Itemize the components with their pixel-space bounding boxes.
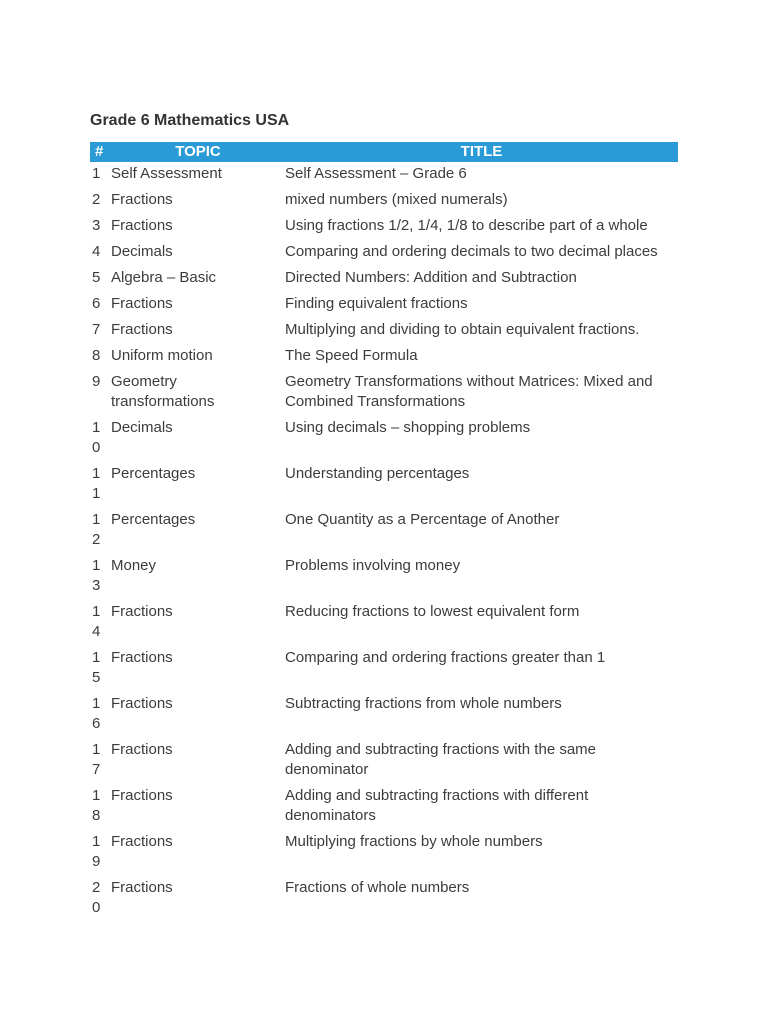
row-topic: Fractions — [111, 295, 173, 312]
row-number-cell — [90, 292, 111, 318]
row-topic: Fractions — [111, 741, 173, 758]
document-title: Grade 6 Mathematics USA — [90, 112, 290, 129]
table-row — [90, 600, 678, 646]
row-number-cell — [90, 692, 111, 738]
row-topic: Fractions — [111, 787, 173, 804]
row-number: 12 — [92, 511, 101, 548]
row-title: Reducing fractions to lowest equivalent form — [285, 603, 580, 620]
row-topic: Fractions — [111, 695, 173, 712]
row-number-cell — [90, 554, 111, 600]
table-row — [90, 784, 678, 830]
row-title: Self Assessment – Grade 6 — [285, 165, 467, 182]
table-row — [90, 240, 678, 266]
row-number: 6 — [92, 295, 101, 312]
row-number: 19 — [92, 833, 101, 870]
row-number: 7 — [92, 321, 101, 338]
row-topic: Fractions — [111, 217, 173, 234]
table-row — [90, 646, 678, 692]
row-number-cell — [90, 370, 111, 416]
row-topic: Percentages — [111, 511, 196, 528]
table-header-row — [90, 142, 678, 162]
row-title: Using fractions 1/2, 1/4, 1/8 to describe part of a whole — [285, 217, 648, 234]
row-number-cell — [90, 784, 111, 830]
row-number-cell — [90, 462, 111, 508]
row-number: 16 — [92, 695, 101, 732]
row-number: 13 — [92, 557, 101, 594]
row-number-cell — [90, 830, 111, 876]
row-topic: Fractions — [111, 191, 173, 208]
table-row — [90, 318, 678, 344]
row-title: Adding and subtracting fractions with different denominators — [285, 787, 589, 824]
row-number-cell — [90, 738, 111, 784]
row-topic: Geometry transformations — [111, 373, 215, 410]
row-number: 2 — [92, 191, 101, 208]
header-num: # — [90, 142, 111, 162]
row-number-cell — [90, 162, 111, 188]
row-number: 10 — [92, 419, 101, 456]
row-title: Comparing and ordering decimals to two decimal places — [285, 243, 658, 260]
row-title: Understanding percentages — [285, 465, 470, 482]
table-row — [90, 416, 678, 462]
table-row — [90, 344, 678, 370]
row-title: Fractions of whole numbers — [285, 879, 470, 896]
table-row — [90, 462, 678, 508]
table-row — [90, 188, 678, 214]
row-topic: Self Assessment — [111, 165, 222, 182]
table-row — [90, 692, 678, 738]
row-title: Comparing and ordering fractions greater than 1 — [285, 649, 606, 666]
row-title: mixed numbers (mixed numerals) — [285, 191, 508, 208]
row-title: The Speed Formula — [285, 347, 418, 364]
row-number: 9 — [92, 373, 101, 390]
row-number-cell — [90, 188, 111, 214]
row-title: Multiplying fractions by whole numbers — [285, 833, 543, 850]
row-number-cell — [90, 240, 111, 266]
row-number-cell — [90, 318, 111, 344]
row-topic: Fractions — [111, 321, 173, 338]
table-row — [90, 214, 678, 240]
row-number: 8 — [92, 347, 101, 364]
row-number-cell — [90, 876, 111, 922]
row-number: 5 — [92, 269, 101, 286]
row-number-cell — [90, 266, 111, 292]
row-number: 3 — [92, 217, 101, 234]
header-topic: TOPIC — [111, 142, 285, 162]
row-number-cell — [90, 600, 111, 646]
table-row — [90, 738, 678, 784]
row-title: Finding equivalent fractions — [285, 295, 468, 312]
table-row — [90, 292, 678, 318]
row-number-cell — [90, 508, 111, 554]
row-title: Directed Numbers: Addition and Subtraction — [285, 269, 577, 286]
table-body — [90, 162, 678, 922]
topics-table — [90, 142, 678, 922]
table-row — [90, 830, 678, 876]
row-number-cell — [90, 416, 111, 462]
row-topic: Uniform motion — [111, 347, 213, 364]
row-topic: Fractions — [111, 879, 173, 896]
table-row — [90, 162, 678, 188]
table-row — [90, 554, 678, 600]
document-page — [90, 110, 678, 922]
row-topic: Fractions — [111, 603, 173, 620]
row-number: 17 — [92, 741, 101, 778]
table-row — [90, 876, 678, 922]
row-number: 4 — [92, 243, 101, 260]
row-topic: Percentages — [111, 465, 196, 482]
row-topic: Decimals — [111, 419, 173, 436]
row-topic: Decimals — [111, 243, 173, 260]
row-number: 20 — [92, 879, 101, 916]
table-row — [90, 266, 678, 292]
row-title: Problems involving money — [285, 557, 461, 574]
table-row — [90, 508, 678, 554]
row-number-cell — [90, 646, 111, 692]
row-number: 15 — [92, 649, 101, 686]
row-topic: Fractions — [111, 833, 173, 850]
table-header — [90, 142, 678, 162]
row-number-cell — [90, 344, 111, 370]
row-title: One Quantity as a Percentage of Another — [285, 511, 560, 528]
header-title: TITLE — [285, 142, 678, 162]
row-title: Using decimals – shopping problems — [285, 419, 531, 436]
row-title: Geometry Transformations without Matrices: Mixed and Combined Transformations — [285, 373, 653, 410]
row-title: Subtracting fractions from whole numbers — [285, 695, 562, 712]
row-topic: Fractions — [111, 649, 173, 666]
row-topic: Money — [111, 557, 157, 574]
row-topic: Algebra – Basic — [111, 269, 217, 286]
row-title: Adding and subtracting fractions with the same denominator — [285, 741, 597, 778]
row-number: 1 — [92, 165, 101, 182]
row-number: 14 — [92, 603, 101, 640]
row-number: 18 — [92, 787, 101, 824]
row-title: Multiplying and dividing to obtain equivalent fractions. — [285, 321, 640, 338]
row-number: 11 — [92, 465, 101, 502]
table-row — [90, 370, 678, 416]
row-number-cell — [90, 214, 111, 240]
